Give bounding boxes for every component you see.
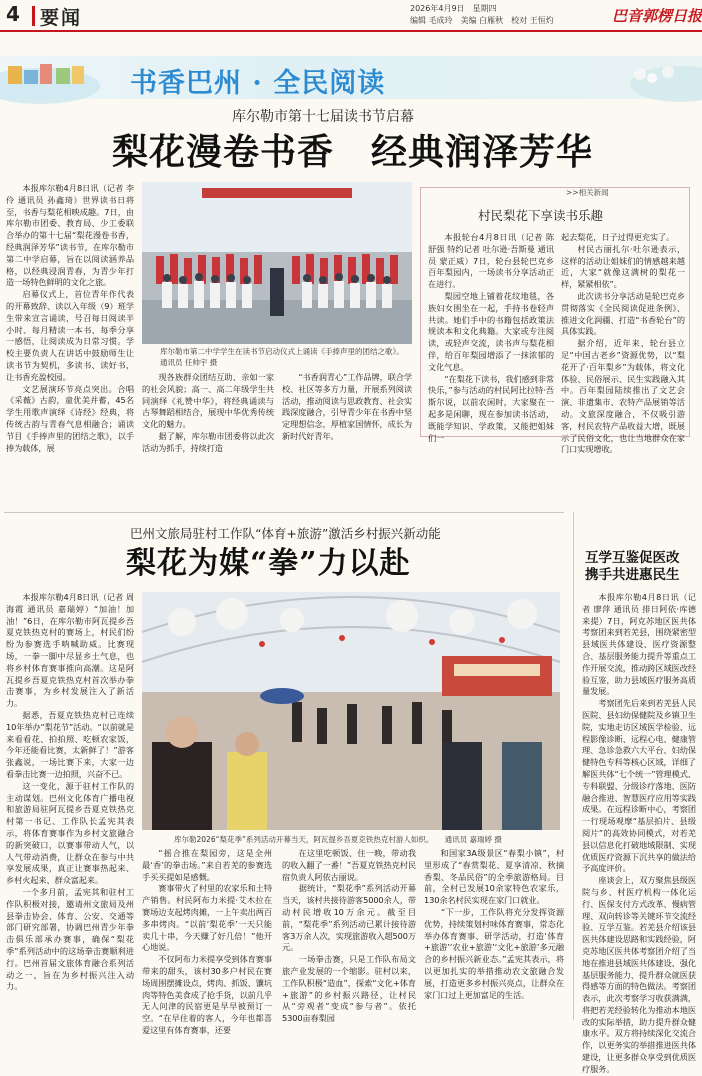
lead-headline: 梨花漫卷书香 经典润泽芳华	[112, 131, 594, 173]
column-divider	[573, 512, 574, 1020]
story2-body-column-3	[282, 848, 416, 1025]
issue-date: 2026年4月9日 星期四	[410, 4, 497, 13]
related-paragraph: 此次读书分享活动是轮巴克乡贯彻落实《全民阅读促进条例》、推进文化润疆、打造“书香轮台”的具体实践。	[561, 290, 685, 337]
story2-photo-caption: 库尔勒2026“梨花季”系列活动开幕当天，阿瓦提乡吾夏克铁热克村游人如织。 通讯员 嘉瑞婷 摄	[174, 835, 502, 844]
section-title: 要闻	[40, 7, 83, 29]
lead-paragraph: 启幕仪式上，首位青年作代表的开幕致辞、读以入年级（9）班学生带来宣言诵读，号召每日阅读半小时、每月精读一本书、每季分享一感悟，让阅读成为日常习惯。学校主要负责人在讲话中鼓励师生让读书节为契机，多读书、读好书，让书香充盈校园。	[6, 289, 134, 382]
masthead-rule	[0, 30, 702, 32]
side-story-paragraph: 本报库尔勒4月8日讯（记者 廖萍 通讯员 排日阿依·库德来提）7日，阿克苏地区医共体考察团来到若羌县，围绕紧密型县域医共体建设、医疗资源整合、基层服务能力提升等重点工作开展交流，推动跨区域医改经验互鉴，助力县域医疗服务高质量发展。	[582, 592, 696, 697]
related-body-column-2	[561, 232, 685, 456]
lead-kicker: 库尔勒市第十七届读书节启幕	[232, 109, 414, 125]
lead-photo-caption: 库尔勒市第二中学学生在读书节启动仪式上诵读《手捧声里的团结之歌》。 通讯员 任帅宇 摄	[160, 347, 415, 367]
related-paragraph: 村民古丽扎尔·吐尔逊表示，这样的活动让姐妹们的情感越来越近，大家“就像这满树的梨花一样，紧紧相依”。	[561, 243, 685, 290]
related-headline: 村民梨花下享读书乐趣	[478, 208, 604, 223]
related-news-tag: >>相关新闻	[566, 188, 609, 197]
editor-credits: 编辑 毛成玲 美编 白雁秋 校对 王恒灼	[410, 16, 554, 25]
section-divider-bar	[32, 6, 35, 26]
newspaper-logo: 巴音郭楞日报	[612, 7, 702, 25]
related-paragraph: 起去梨花，日子过得更充实了。	[561, 232, 675, 242]
story2-paragraph: 本报库尔勒4月8日讯（记者 周海霞 通讯员 嘉瑞婷）“加油！加油！”6日，在库尔勒市阿瓦提乡吾夏克铁热克村的赛场上，村民们纷纷为参赛选手呐喊助威。比赛现场，一拳一脚中尽显乡土气息，也将乡村体育赛事推向高潮。这是阿瓦提乡吾夏克铁热克村首次举办拳击赛事，为乡村发展注入了新活力。	[6, 592, 134, 709]
lead-body-column-2	[142, 372, 274, 455]
related-paragraph: 梨园空地上铺着花纹地毯，各族妇女围坐在一起，手持书卷轻声共读。她们手中的书籍包括政策法规读本和文化典籍。大家或专注阅读，或轻声交流，读书声与梨花相伴，给百年梨园增添了一抹浓郁的文化气息。	[428, 290, 554, 372]
story2-body-column-1	[6, 592, 134, 993]
pear-blossom-market-illustration	[142, 592, 560, 830]
side-story-paragraph: 座谈会上，双方聚焦县级医院与乡、村医疗机构一体化运行、医保支付方式改革、慢病管理、双向转诊等关键环节交流经验、互学互鉴。若羌县介绍该县医共体建设思路和实践经验，阿克苏地区医共体考察团介绍了当地在推进县域医共体建设、强化基层服务能力、提升群众就医获得感等方面的特色做法。考察团表示，此次考察学习收获满满，将把若羌经验转化为推动本地医改的实际举措，助力提升群众健康水平。双方将持续深化交流合作，以更务实的举措推进医共体建设，让更多群众享受到优质医疗服务。	[582, 875, 696, 1074]
story-divider	[4, 512, 564, 513]
page-number: 4	[6, 2, 20, 26]
side-story-headline-2: 携手共进惠民生	[585, 567, 680, 583]
story2-kicker: 巴州文旅局驻村工作队“体育+旅游”激活乡村振兴新动能	[130, 526, 441, 541]
lead-paragraph: 本报库尔勒4月8日讯（记者 李伶 通讯员 孙鑫琦）世界读书日将至，书香与梨花相映成趣。7日，由库尔勒市团委、教育局、少工委联合举办的第十七届“梨花漫卷书香，经典润泽芳华”读书节，在库尔勒市第二中学启幕，旨在以阅读涵养品格，以经典浸润青春，为青少年打造一场特色鲜明的文化之旅。	[6, 183, 134, 288]
reading-ceremony-photo	[142, 182, 412, 344]
lead-paragraph: 现各族群众团结互助、亲如一家的社会风貌；高一、高二年级学生共同演绎《礼赞中华》，将经典诵读与古琴舞蹈相结合，展现中华优秀传统文化的魅力。 据了解，库尔勒市团委将以此次活动为抓手，持续打造	[142, 372, 274, 453]
related-paragraph: “在梨花下读书，我们感到非常快乐，”参与活动的村民阿比拉特·吾斯尔说，以前农闲时，大家聚在一起多是闲聊，现在参加读书活动，既能学知识、学政策，又能把姐妹们一	[428, 373, 554, 443]
story2-paragraph: 据悉，吾夏克铁热克村已连续10年举办“梨花节”活动。“以前就是来看看花、拍拍照、吃顿农家饭，今年还能看比赛，太新鲜了！”游客张鑫说，一场比赛下来，大家一边看拳击比赛一边拍照，兴奋不已。	[6, 709, 134, 779]
banner-title: 书香巴州 · 全民阅读	[130, 68, 386, 99]
side-story-body	[582, 592, 696, 1074]
story2-body-column-4	[424, 848, 564, 1001]
related-paragraph: 本报轮台4月8日讯（记者 陈舒强 特约记者 吐尔逊·吾斯曼 通讯员 蒙正威）7日，轮台县轮巴克乡百年梨园内，一场读书分享活动正在进行。	[428, 232, 554, 290]
lead-paragraph: “书香润青心”工作品牌，联合学校、社区等多方力量，开展系列阅读活动，推动阅读与思政教育、社会实践深度融合，引导青少年在书香中坚定理想信念，厚植家国情怀，成长为新时代好青年。	[282, 372, 412, 441]
story2-body-column-2	[142, 848, 272, 1037]
related-body-column-1	[428, 232, 554, 444]
lead-paragraph: 文艺展演环节亮点突出。合唱《采薇》古韵，童优美并蓄，45名学生用歌声演绎《诗经》经典，将传统古韵与青春气息相融合；诵读节目《手捧声里的团结之歌》，以手捧为载体，展	[6, 383, 134, 453]
story2-paragraph: “摇合推在梨园旁，这是全州最‘香’的拳击场。”来自若羌的参赛选手买买提如是感慨。 赛事带火了村里的农家乐和土特产销售。村民阿布力米提·艾木拉在赛场边支起烤肉摊，一上午卖出两百多串烤肉。“以前‘梨花季’一天只能卖几十串，今天赚了好几倍！”他开心地说。 不仅阿布力米提享受到体育赛事带来的甜头，该村30多户村民在赛场周围摆摊设点，烤肉、抓饭、馕坑肉等特色美食成了抢手货，以前几乎无人问津的民宿更是早早被预订一空。“在早住着的客人，今年也都喜爱这里有体育赛事，还要	[142, 848, 272, 1035]
side-story-headline-1: 互学互鉴促医改	[585, 550, 680, 566]
related-paragraph: 据介绍，近年来，轮台县立足“中国古老乡”资源优势，以“梨花开了·百年梨乡”为载体，将文化体验、民俗展示、民生实践融入其中。百年梨园陆续推出了文艺会演、非遗集市、农特产品展销等活动。文旅深度融合，不仅吸引游客，村民农特产品收益大增，既展示了民俗文化，也让当地群众在家门口实现增收。	[561, 338, 685, 455]
students-on-stage-illustration	[142, 182, 412, 344]
story2-paragraph: 在这里吃顿饭、住一晚，带动我的收入翻了一番！”吾夏克铁热克村民宿负责人阿依古丽说。 据统计，“梨花季”系列活动开幕当天，该村共接待游客5000余人，带动村民增收10万余元。截至目前，“梨花季”系列活动已累计接待游客3万余人次，实现旅游收入超500万元。 一场拳击赛，只是工作队布局文旅产业发展的一个缩影。驻村以来，工作队积极“造血”，探索“文化+体育+旅游”的乡村振兴路径，让村民从“旁观者”变成“参与者”。依托5300亩春梨园	[282, 848, 416, 1024]
story2-paragraph: 和国家3A级景区“春梨小镇”，村里形成了“春赏梨花、夏享清凉、秋摘香梨、冬品民俗”的全季旅游格局。目前，全村已发展10余家特色农家乐，130余名村民实现在家门口就业。 “下一步，工作队将充分发挥资源优势，持续策划村味体育赛事，常态化举办体育赛事、研学活动，打造‘体育+旅游’‘农业+旅游’‘文化+旅游’多元融合的乡村振兴新业态。”孟宪其表示，将以更加扎实的举措推动农文旅融合发展，打造更多乡村振兴亮点，让群众在家门口过上更加富足的生活。	[424, 848, 564, 1000]
story2-paragraph: 这一变化，源于驻村工作队的主动谋划。巴州文化体育广播电视和旅游局驻阿瓦提乡吾夏克铁热克村第一书记、工作队长孟宪其表示，将体育赛事作为乡村文旅融合的新突破口，以赛事带动人气，以人气带动消费，让群众在参与中共享发展成果，真正让赛事热起来、乡村火起来、群众富起来。	[6, 780, 134, 886]
lead-body-column-1	[6, 183, 134, 454]
story2-paragraph: 一个多月前，孟宪其和驻村工作队积极对接，邀请州文旅局及州县拳击协会、体育、公安、交通等部门研究部署，协调巴州青少年拳击俱乐部承办赛事，确保“梨花季”系列活动中的这场拳击赛顺利进行。巴州首届文旅体育融合系列活动之一，旨在为乡村振兴注入动力。	[6, 886, 134, 992]
story2-headline: 梨花为媒“拳”力以赴	[126, 546, 411, 581]
lead-body-column-3	[282, 372, 412, 443]
side-story-paragraph: 考察团先后来到若羌县人民医院、县妇幼保健院及乡镇卫生院，实地走访区域医学检验、远程影像诊断、远程心电、健康管理、急诊急救六大平台、妇幼保健特色专科等核心区域，详细了解医共体“七个统一”管理模式、专科联盟、分级诊疗落地、医防融合推进、智慧医疗应用等实践成果。在远程诊断中心，考察团一行现场观摩“基层拍片、县级阅片”的高效协同模式，对若羌县以信息化打破地域限制、实现优质医疗资源下沉共享的做法给予高度评价。	[582, 698, 696, 874]
festival-crowd-photo	[142, 592, 560, 830]
